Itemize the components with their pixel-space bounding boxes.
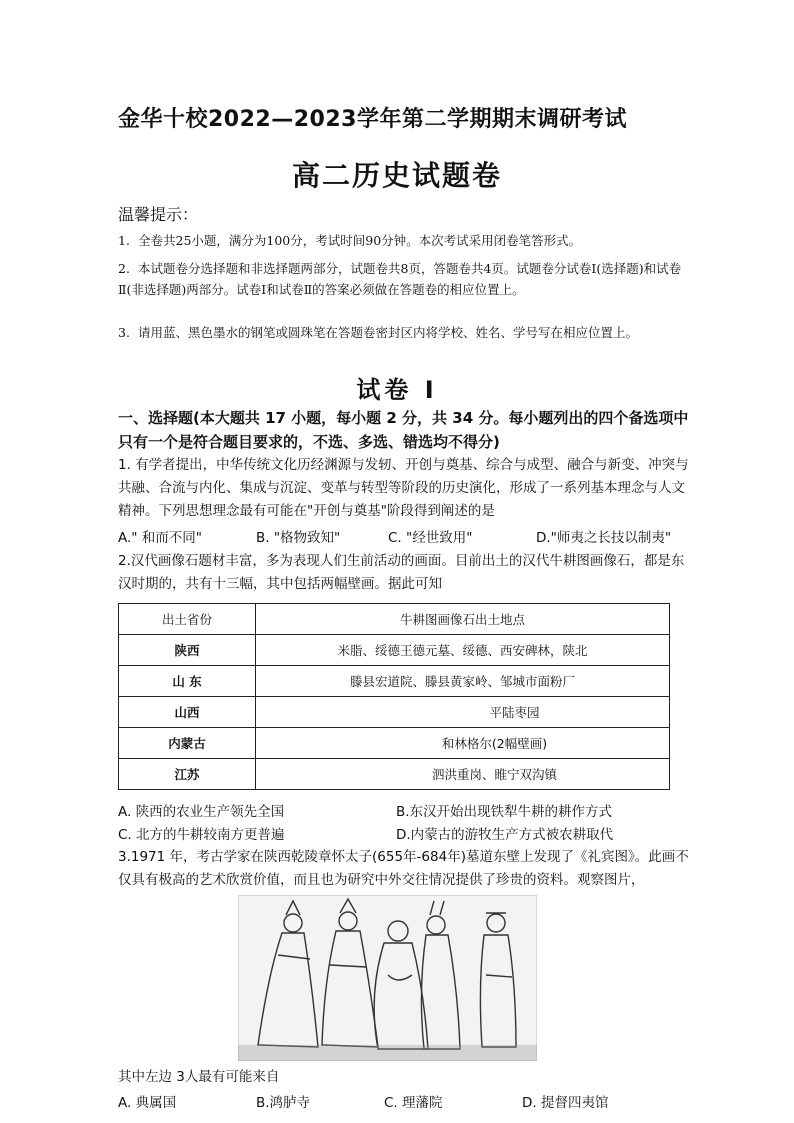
- table-row: [119, 635, 670, 666]
- table-header-row: [119, 604, 670, 635]
- option-d: D. 提督四夷馆: [522, 1095, 609, 1111]
- option-c: C. "经世致用": [388, 530, 473, 546]
- table-header-site: 牛耕图画像石出土地点: [256, 604, 670, 635]
- table-cell-province: 江苏: [119, 759, 256, 790]
- table-cell-site: 米脂、绥德王德元墓、绥德、西安碑林，陕北: [256, 635, 670, 666]
- tip-number: 3.: [118, 325, 130, 340]
- section-heading: 一、选择题(本大题共 17 小题，每小题 2 分，共 34 分。每小题列出的四个备选项中只有一个是符合题目要求的，不选、多选、错选均不得分): [118, 409, 689, 451]
- tips-heading: 温馨提示：: [118, 205, 199, 224]
- tip-item: [118, 258, 693, 300]
- question-2-options-row-2: [118, 823, 696, 845]
- excavation-table: [118, 603, 670, 790]
- option-d: D."师夷之长技以制夷": [536, 530, 672, 546]
- tip-text: 本试题卷分选择题和非选择题两部分，试题卷共8页，答题卷共4页。试题卷分试卷Ⅰ(选择题)和试卷Ⅱ(非选择题)两部分。试卷Ⅰ和试卷Ⅱ的答案必须做在答题卷的相应位置上。: [118, 261, 682, 297]
- table-cell-site: 泗洪重岗、睢宁双沟镇: [256, 759, 670, 790]
- table-row: [119, 728, 670, 759]
- question-1-options: [118, 526, 696, 548]
- table-cell-site: 滕县宏道院、滕县黄家岭、邹城市面粉厂: [256, 666, 670, 697]
- question-1-stem: 1. 有学者提出，中华传统文化历经渊源与发轫、开创与奠基、综合与成型、融合与新变、冲突与 共融、合流与内化、集成与沉淀、变革与转型等阶段的历史演化，形成了一系列基本理念与人文精神。下列思想理念最有可能在"开创与奠基"阶段得到阐述的是: [118, 457, 689, 519]
- option-a: A." 和而不同": [118, 530, 202, 546]
- question-3-stem: 3.1971 年，考古学家在陕西乾陵章怀太子(655年-684年)墓道东壁上发现了《礼宾图》。此画不仅具有极高的艺术欣赏价值，而且也为研究中外交往情况提供了珍贵的资料。观察图片，: [118, 849, 689, 888]
- tip-number: 1.: [118, 233, 130, 248]
- question-3-options: [118, 1091, 696, 1113]
- table-cell-site: 平陆枣园: [256, 697, 670, 728]
- table-cell-province: 山西: [119, 697, 256, 728]
- table-row: [119, 697, 670, 728]
- option-d: D.内蒙古的游牧生产方式被农耕取代: [396, 827, 614, 843]
- tip-item: [118, 322, 693, 343]
- question-2-options-row-1: [118, 800, 696, 822]
- question-2-stem: 2.汉代画像石题材丰富，多为表现人们生前活动的画面。目前出土的汉代牛耕图画像石，都是东汉时期的，共有十三幅，其中包括两幅壁画。据此可知: [118, 553, 685, 592]
- subject-title: 高二历史试题卷: [291, 159, 502, 192]
- tip-text: 请用蓝、黑色墨水的钢笔或圆珠笔在答题卷密封区内将学校、姓名、学号写在相应位置上。: [138, 325, 639, 340]
- table-cell-site: 和林格尔(2幅壁画): [256, 728, 670, 759]
- table-row: [119, 759, 670, 790]
- option-a: A. 陕西的农业生产领先全国: [118, 804, 285, 820]
- option-b: B.东汉开始出现铁犁牛耕的耕作方式: [396, 804, 613, 820]
- option-a: A. 典属国: [118, 1095, 177, 1111]
- table-cell-province: 陕西: [119, 635, 256, 666]
- question-3-tail: 其中左边 3人最有可能来自: [118, 1069, 280, 1085]
- part-title: 试卷 Ⅰ: [356, 376, 438, 404]
- table-header-province: 出土省份: [119, 604, 256, 635]
- option-b: B.鸿胪寺: [256, 1095, 311, 1111]
- tip-text: 全卷共25小题，满分为100分，考试时间90分钟。本次考试采用闭卷笔答形式。: [138, 233, 582, 248]
- option-b: B. "格物致知": [256, 530, 341, 546]
- libin-tu-mural-image: [238, 895, 537, 1061]
- exam-title: 金华十校2022—2023学年第二学期期末调研考试: [118, 107, 627, 132]
- tip-item: [118, 230, 693, 251]
- table-row: [119, 666, 670, 697]
- table-cell-province: 内蒙古: [119, 728, 256, 759]
- option-c: C. 北方的牛耕较南方更普遍: [118, 827, 285, 843]
- table-cell-province: 山 东: [119, 666, 256, 697]
- tip-number: 2.: [118, 261, 130, 276]
- option-c: C. 理藩院: [384, 1095, 443, 1111]
